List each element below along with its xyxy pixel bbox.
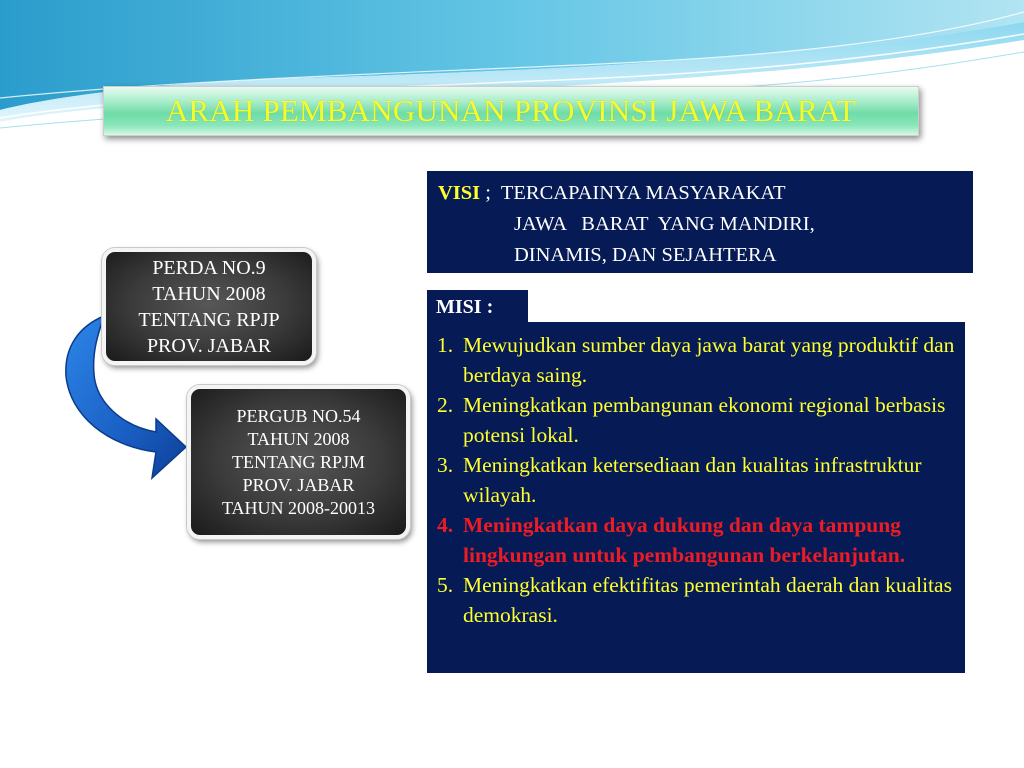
visi-text-3: DINAMIS, DAN SEJAHTERA (514, 244, 777, 266)
perda-line-4: PROV. JABAR (146, 334, 272, 357)
misi-item-number: 1. (437, 333, 454, 357)
misi-label: MISI : (436, 296, 494, 318)
misi-list (437, 330, 959, 630)
misi-item-number: 4. (437, 513, 454, 537)
visi-label: VISI (438, 182, 481, 204)
misi-item-number: 2. (437, 393, 454, 417)
visi-text-1: TERCAPAINYA MASYARAKAT (500, 182, 786, 204)
visi-line-3 (438, 240, 963, 271)
visi-line-1 (438, 178, 963, 209)
misi-item-text: Meningkatkan efektifitas pemerintah daerah dan kualitas demokrasi. (463, 573, 952, 627)
misi-item-text: Meningkatkan ketersediaan dan kualitas infrastruktur wilayah. (463, 453, 922, 507)
perda-line-3: TENTANG RPJP (138, 308, 280, 331)
pergub-line-4: PROV. JABAR (242, 474, 355, 495)
misi-item-number: 3. (437, 453, 454, 477)
misi-item-number: 5. (437, 573, 454, 597)
misi-item-text: Meningkatkan pembangunan ekonomi regional berbasis potensi lokal. (463, 393, 946, 447)
misi-item-5 (437, 570, 959, 630)
misi-item-text: Mewujudkan sumber daya jawa barat yang produktif dan berdaya saing. (463, 333, 955, 387)
visi-separator: ; (480, 182, 501, 204)
perda-line-1: PERDA NO.9 (152, 256, 266, 279)
perda-line-2: TAHUN 2008 (152, 282, 266, 305)
visi-panel (427, 171, 973, 273)
pergub-line-2: TAHUN 2008 (247, 428, 350, 449)
misi-label-tab (427, 290, 528, 326)
slide-title: ARAH PEMBANGUNAN PROVINSI JAWA BARAT (165, 93, 857, 128)
perda-rpjp-box (102, 248, 316, 365)
misi-item-text: Meningkatkan daya dukung dan daya tampung lingkungan untuk pembangunan berkelanjutan. (463, 513, 906, 567)
misi-item-1 (437, 330, 959, 390)
visi-text-2: JAWA BARAT YANG MANDIRI, (514, 213, 815, 235)
visi-line-2 (438, 209, 963, 240)
misi-item-4-highlighted (437, 510, 959, 570)
pergub-line-1: PERGUB NO.54 (236, 405, 361, 426)
pergub-rpjm-box (187, 385, 410, 539)
misi-item-2 (437, 390, 959, 450)
pergub-line-3: TENTANG RPJM (231, 451, 366, 472)
pergub-line-5: TAHUN 2008-20013 (221, 497, 376, 518)
misi-item-3 (437, 450, 959, 510)
misi-panel (427, 322, 965, 673)
